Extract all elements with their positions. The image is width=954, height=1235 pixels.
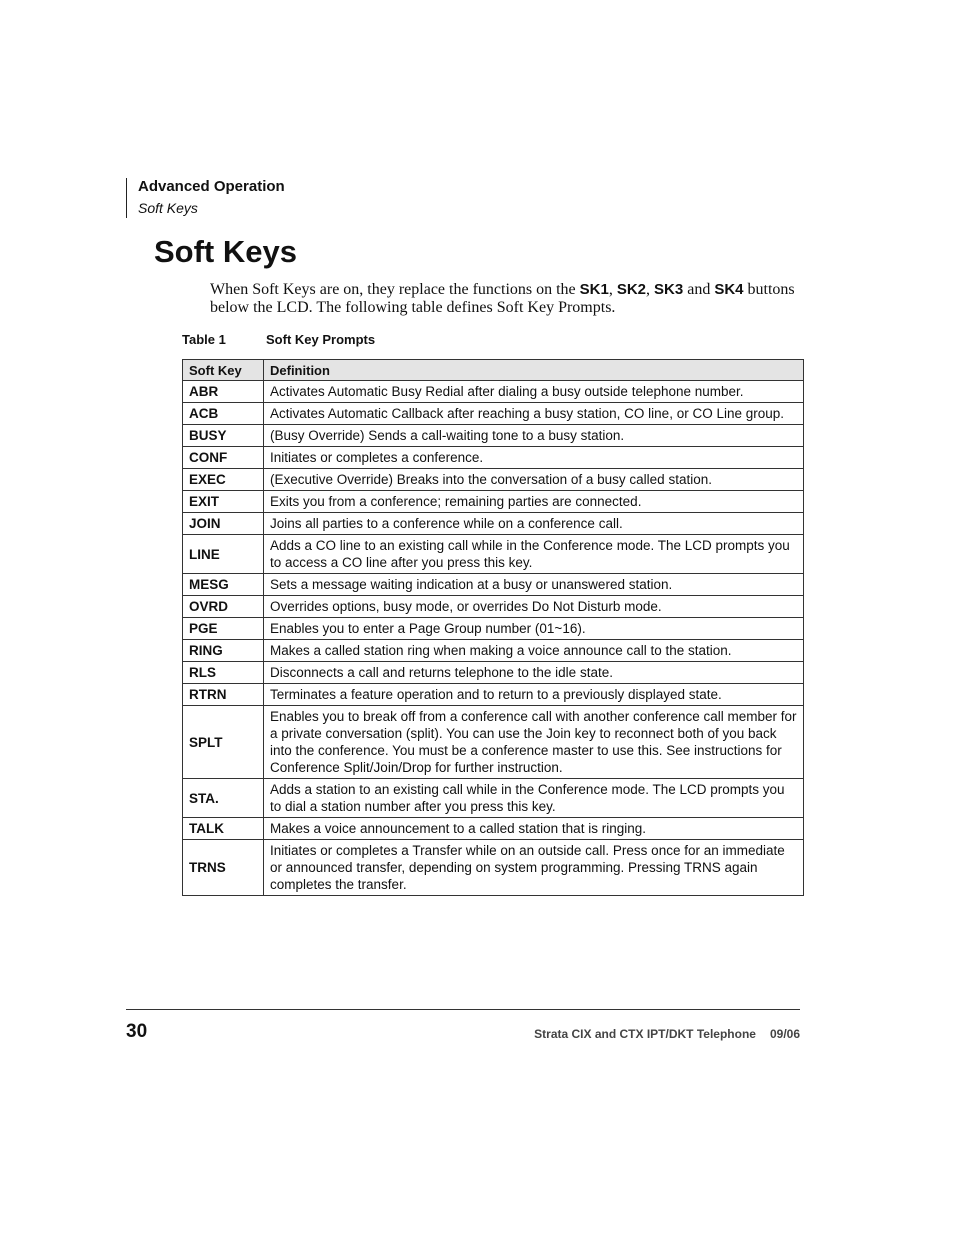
definition-cell: Disconnects a call and returns telephone to the idle state. (264, 662, 804, 684)
table-row (183, 640, 804, 662)
soft-key-cell: TALK (183, 818, 264, 840)
definition-cell: Adds a CO line to an existing call while in the Conference mode. The LCD prompts you to access a CO line after you press this key. (264, 535, 804, 574)
table-caption-number: Table 1 (182, 332, 226, 347)
soft-key-cell: OVRD (183, 596, 264, 618)
table-row (183, 662, 804, 684)
header-subsection-title: Soft Keys (138, 200, 198, 216)
table-caption-title: Soft Key Prompts (266, 332, 376, 347)
definition-cell: Overrides options, busy mode, or overrides Do Not Disturb mode. (264, 596, 804, 618)
column-header-soft-key: Soft Key (183, 360, 264, 381)
soft-key-cell: TRNS (183, 840, 264, 896)
sk3-key-label: SK3 (654, 281, 684, 298)
table-row (183, 574, 804, 596)
soft-key-cell: MESG (183, 574, 264, 596)
definition-cell: (Executive Override) Breaks into the conversation of a busy called station. (264, 469, 804, 491)
column-header-definition: Definition (264, 360, 804, 381)
table-row (183, 596, 804, 618)
soft-key-cell: STA. (183, 779, 264, 818)
definition-cell: Activates Automatic Busy Redial after dialing a busy outside telephone number. (264, 381, 804, 403)
page-number: 30 (126, 1021, 148, 1042)
table-row (183, 779, 804, 818)
table-row (183, 381, 804, 403)
soft-key-cell: RLS (183, 662, 264, 684)
soft-key-cell: ABR (183, 381, 264, 403)
soft-key-cell: BUSY (183, 425, 264, 447)
page-title: Soft Keys (154, 234, 297, 269)
table-caption (182, 332, 375, 347)
soft-key-cell: PGE (183, 618, 264, 640)
table-row (183, 618, 804, 640)
soft-key-table (182, 359, 804, 896)
definition-cell: Enables you to break off from a conference call with another conference call member for a private conversation (split). You can use the Join key to reconnect both of you back into the conference. You must be a conference master to use this. See instructions for Conference Split/Join/Drop for further instruction. (264, 706, 804, 779)
definition-cell: Exits you from a conference; remaining parties are connected. (264, 491, 804, 513)
intro-text-start: When Soft Keys are on, they replace the functions on the (210, 281, 580, 298)
table-row (183, 818, 804, 840)
definition-cell: Makes a called station ring when making a voice announce call to the station. (264, 640, 804, 662)
footer-document-title (534, 1027, 800, 1041)
table-header-row (183, 360, 804, 381)
intro-paragraph (210, 281, 810, 317)
definition-cell: Adds a station to an existing call while in the Conference mode. The LCD prompts you to dial a station number after you press this key. (264, 779, 804, 818)
definition-cell: Initiates or completes a Transfer while on an outside call. Press once for an immediate or announced transfer, depending on system programming. Pressing TRNS again completes the transfer. (264, 840, 804, 896)
soft-key-cell: EXIT (183, 491, 264, 513)
definition-cell: Activates Automatic Callback after reaching a busy station, CO line, or CO Line group. (264, 403, 804, 425)
intro-separator: , (646, 281, 655, 298)
soft-key-cell: ACB (183, 403, 264, 425)
header-section-title: Advanced Operation (138, 178, 285, 195)
sk1-key-label: SK1 (579, 281, 609, 298)
definition-cell: Makes a voice announcement to a called station that is ringing. (264, 818, 804, 840)
soft-key-cell: SPLT (183, 706, 264, 779)
table-row (183, 535, 804, 574)
definition-cell: Terminates a feature operation and to return to a previously displayed state. (264, 684, 804, 706)
intro-conjunction: and (683, 281, 715, 298)
definition-cell: Joins all parties to a conference while on a conference call. (264, 513, 804, 535)
table-row (183, 491, 804, 513)
table-row (183, 684, 804, 706)
soft-key-cell: RING (183, 640, 264, 662)
soft-key-cell: RTRN (183, 684, 264, 706)
soft-key-cell: CONF (183, 447, 264, 469)
footer-doc-name: Strata CIX and CTX IPT/DKT Telephone (534, 1027, 756, 1041)
sk4-key-label: SK4 (714, 281, 744, 298)
table-row (183, 447, 804, 469)
soft-key-cell: JOIN (183, 513, 264, 535)
header-rule (126, 178, 127, 218)
footer-rule (126, 1009, 800, 1010)
intro-separator: , (608, 281, 617, 298)
definition-cell: Enables you to enter a Page Group number (01~16). (264, 618, 804, 640)
intro-text-end: buttons below the LCD. The following table defines Soft Key Prompts. (210, 281, 795, 316)
table-row (183, 513, 804, 535)
soft-key-cell: LINE (183, 535, 264, 574)
sk2-key-label: SK2 (616, 281, 647, 298)
soft-key-cell: EXEC (183, 469, 264, 491)
footer-date: 09/06 (769, 1027, 800, 1041)
definition-cell: Sets a message waiting indication at a busy or unanswered station. (264, 574, 804, 596)
table-row (183, 425, 804, 447)
table-row (183, 840, 804, 896)
table-row (183, 469, 804, 491)
definition-cell: Initiates or completes a conference. (264, 447, 804, 469)
table-row (183, 403, 804, 425)
table-row (183, 706, 804, 779)
definition-cell: (Busy Override) Sends a call-waiting tone to a busy station. (264, 425, 804, 447)
